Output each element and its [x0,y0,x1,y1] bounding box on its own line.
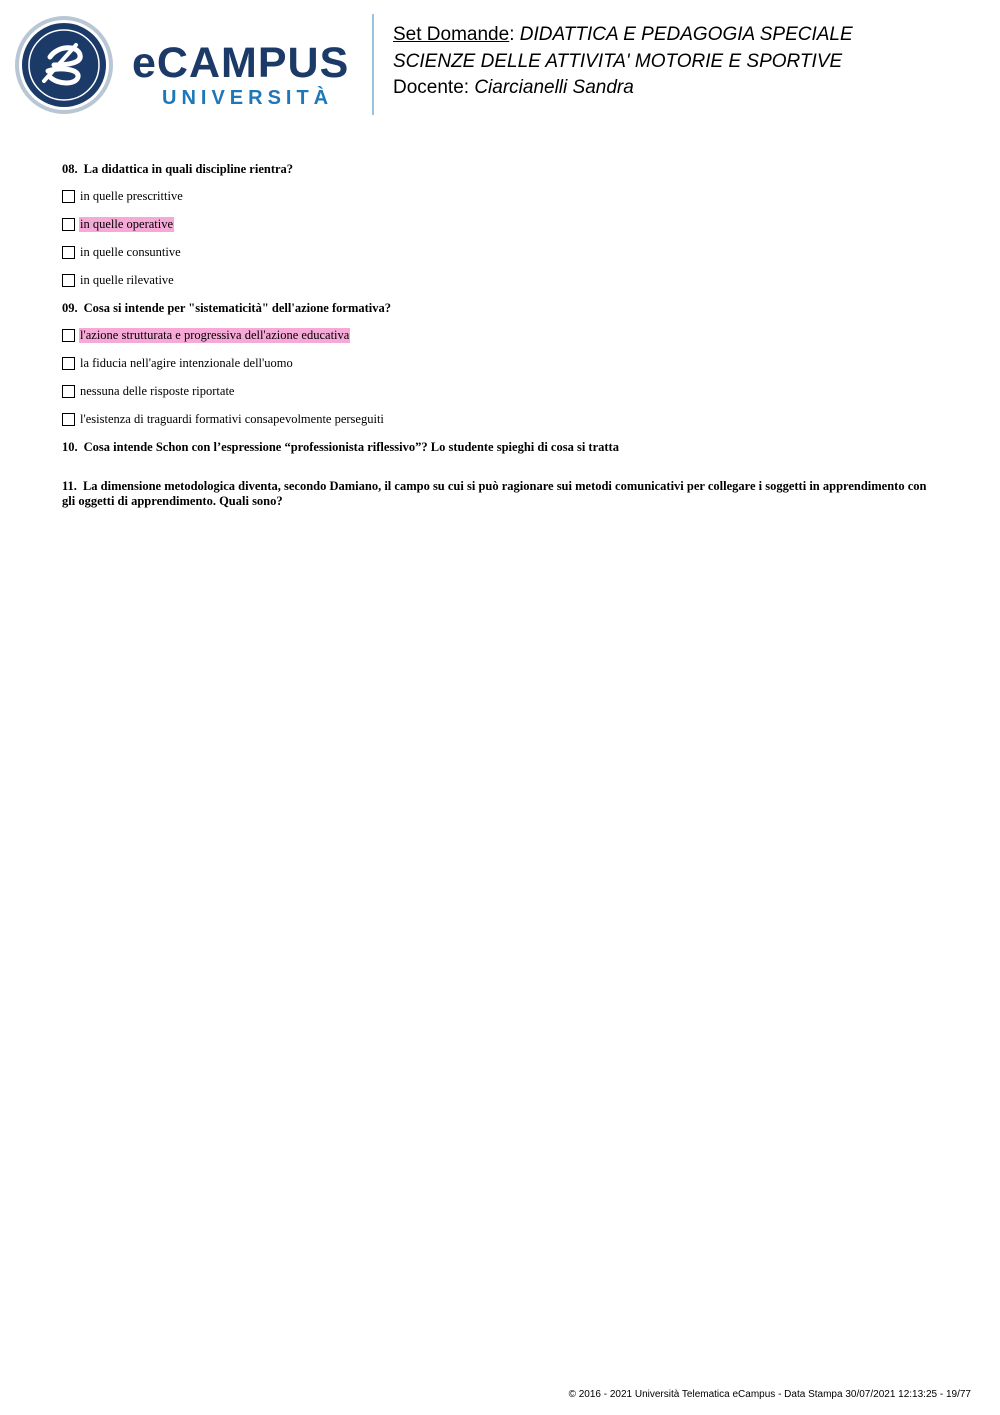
teacher-name: Ciarcianelli Sandra [474,77,634,98]
checkbox[interactable] [62,413,75,426]
set-label: Set Domande [393,24,510,45]
set-colon: : [509,24,520,45]
question-text [62,301,942,316]
course-title: DIDATTICA E PEDAGOGIA SPECIALE [519,24,853,45]
checkbox[interactable] [62,190,75,203]
checkbox[interactable] [62,218,75,231]
questions-list [62,162,942,533]
answer-option[interactable] [62,411,942,427]
teacher-line [393,75,853,102]
answer-options [62,327,942,427]
ecampus-seal-logo-icon [14,15,114,115]
answer-option[interactable] [62,244,942,260]
answer-options [62,188,942,288]
answer-text: in quelle prescrittive [80,188,183,203]
question-body: La didattica in quali discipline rientra? [83,162,294,176]
header-divider [372,14,374,115]
page-footer: © 2016 - 2021 Università Telematica eCampus - Data Stampa 30/07/2021 12:13:25 - 19/77 [568,1389,971,1400]
question-08 [62,162,942,288]
question-text [62,479,942,509]
question-number: 11. [62,479,77,493]
answer-text: in quelle rilevative [80,272,174,287]
degree-name: SCIENZE DELLE ATTIVITA' MOTORIE E SPORTIVE [393,50,843,72]
ecampus-wordmark [132,40,349,110]
answer-option[interactable] [62,272,942,288]
brand-subtitle: UNIVERSITÀ [162,87,334,109]
answer-option-highlighted[interactable] [62,327,942,343]
question-number: 08. [62,162,78,176]
checkbox[interactable] [62,274,75,287]
question-10 [62,440,942,455]
checkbox[interactable] [62,385,75,398]
page-header [0,0,1000,130]
answer-text: in quelle consuntive [80,244,181,259]
question-09 [62,301,942,427]
course-line [393,22,853,49]
question-text [62,162,942,177]
question-body: Cosa intende Schon con l’espressione “professionista riflessivo”? Lo studente spieghi di cosa si tratta [83,440,619,454]
question-number: 09. [62,301,78,315]
question-number: 10. [62,440,78,454]
header-info [393,22,853,102]
answer-text: in quelle operative [80,216,174,231]
answer-option[interactable] [62,355,942,371]
answer-text: la fiducia nell'agire intenzionale dell'uomo [80,355,293,370]
question-text [62,440,942,455]
question-body: La dimensione metodologica diventa, secondo Damiano, il campo su cui si può ragionare sui metodi comunicativi per collegare i soggetti in apprendimento con gli oggetti di apprendimento. Quali sono? [62,479,927,508]
teacher-label: Docente: [393,77,475,98]
checkbox[interactable] [62,357,75,370]
answer-option-highlighted[interactable] [62,216,942,232]
answer-text: l'azione strutturata e progressiva dell'azione educativa [80,327,350,342]
answer-option[interactable] [62,383,942,399]
checkbox[interactable] [62,329,75,342]
answer-text: nessuna delle risposte riportate [80,383,235,398]
question-body: Cosa si intende per "sistematicità" dell'azione formativa? [83,301,391,315]
answer-text: l'esistenza di traguardi formativi consapevolmente perseguiti [80,411,384,426]
answer-option[interactable] [62,188,942,204]
checkbox[interactable] [62,246,75,259]
question-11 [62,479,942,509]
brand-name: eCAMPUS [132,39,350,87]
